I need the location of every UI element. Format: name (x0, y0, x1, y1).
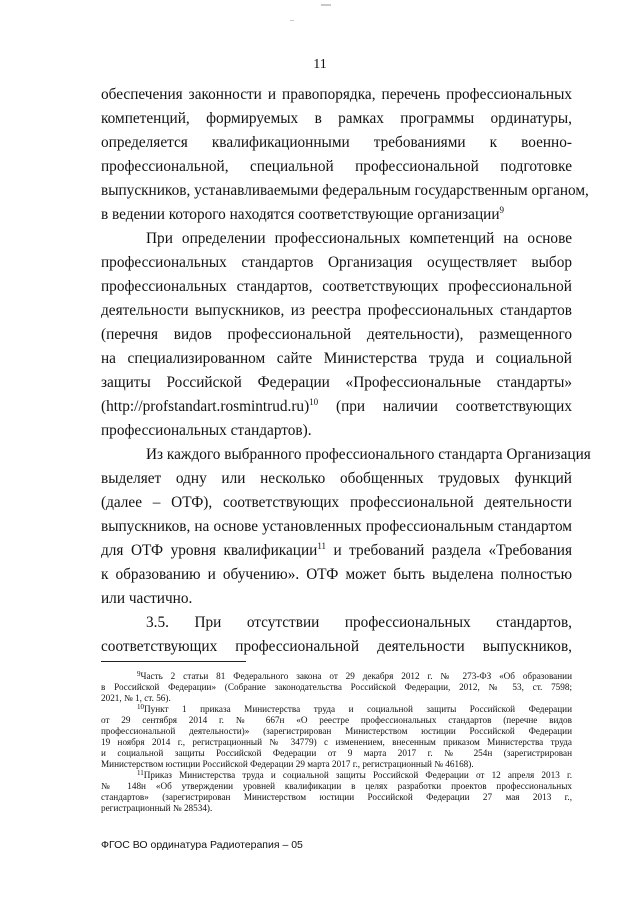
body-text-continued: (при наличии соответствующих (318, 398, 572, 415)
footnote-line (101, 781, 572, 792)
body-line (101, 419, 572, 443)
body-line (101, 539, 572, 563)
body-text: Из каждого выбранного профессионального стандарта Организация (146, 446, 591, 463)
body-text: выделяет одну или несколько обобщенных трудовых функций (101, 470, 572, 487)
footnote-text: в Российской Федерации» (Собрание законодательства Российской Федерации, 2012, № 53, ст. 7598; (101, 682, 572, 692)
scan-mark-upper (290, 20, 294, 21)
body-line (101, 299, 572, 323)
body-text: профессиональных стандартов). (101, 422, 312, 439)
body-text: компетенций, формируемых в рамках программы ординатуры, (101, 110, 572, 127)
footnote-marker: 9 (137, 670, 141, 678)
body-text: 3.5. При отсутствии профессиональных стандартов, (146, 614, 572, 631)
footnote-line (101, 693, 572, 704)
body-text: обеспечения законности и правопорядка, перечень профессиональных (101, 86, 572, 103)
body-line (101, 587, 572, 611)
body-text: (далее – ОТФ), соответствующих профессиональной деятельности (101, 494, 572, 511)
body-line (101, 203, 572, 227)
footnote-text: 19 ноября 2014 г., регистрационный № 34779) с изменением, внесенным приказом Министерства труда (101, 737, 572, 747)
body-text: выпускников, устанавливаемыми федеральным государственным органом, (101, 182, 589, 199)
body-text: профессиональных стандартов Организация осуществляет выбор (101, 254, 572, 271)
body-line (101, 443, 591, 467)
footnote-separator (101, 661, 246, 662)
footnote-line (101, 682, 572, 693)
body-text: защиты Российской Федерации «Профессиональные стандарты» (101, 374, 572, 391)
footnote-line (101, 726, 572, 737)
page-footer: ФГОС ВО ординатура Радиотерапия – 05 (101, 839, 303, 851)
footnote-text: 2021, № 1, ст. 56). (101, 693, 171, 703)
footnote-text: Часть 2 статьи 81 Федерального закона от 29 декабря 2012 г. № 273-ФЗ «Об образовании (140, 671, 572, 681)
body-text: выпускников, на основе установленных профессиональным стандартом (101, 518, 572, 535)
body-text: деятельности выпускников, из реестра профессиональных стандартов (101, 302, 572, 319)
body-line (101, 107, 572, 131)
body-text: При определении профессиональных компетенций на основе (146, 230, 572, 247)
body-line (101, 371, 572, 395)
body-text: определяется квалификационными требованиями к военно- (101, 134, 572, 151)
body-line (101, 323, 572, 347)
page-number: 11 (313, 57, 327, 72)
footnote-line (101, 737, 572, 748)
footnote-marker: 10 (137, 703, 144, 711)
body-line (101, 155, 572, 179)
footnote-line (101, 671, 572, 682)
footnote-text: регистрационный № 28534). (101, 803, 213, 813)
footnote-line (101, 792, 572, 803)
body-text: для ОТФ уровня квалификации (101, 542, 318, 559)
footnote-text: Пункт 1 приказа Министерства труда и социальной защиты Российской Федерации (144, 704, 572, 714)
body-text: (перечня видов профессиональной деятельности), размещенного (101, 326, 572, 343)
footnote-line (101, 803, 572, 814)
footnote-reference: 11 (317, 541, 326, 551)
body-line (101, 611, 572, 635)
footnote-line (101, 748, 572, 759)
body-line (101, 131, 572, 155)
footnote-text: профессиональной деятельности)» (зарегистрирован Министерством юстиции Российской Федерации (101, 726, 572, 736)
body-line (101, 395, 572, 419)
body-text: на специализированном сайте Министерства труда и социальной (101, 350, 572, 367)
footnote-line (101, 759, 572, 770)
body-line (101, 635, 572, 659)
body-text: к образованию и обучению». ОТФ может быть выделена полностью (101, 566, 572, 583)
scan-mark-top (321, 4, 331, 6)
body-line (101, 251, 572, 275)
body-text: или частично. (101, 590, 193, 607)
footnote-text: и социальной защиты Российской Федерации от 9 марта 2017 г. № 254н (зарегистрирован (101, 748, 572, 758)
footnote-line (101, 704, 572, 715)
footnote-reference: 10 (309, 397, 319, 407)
footnote-text: Министерством юстиции Российской Федерации 29 марта 2017 г., регистрационный № 46168). (101, 759, 474, 769)
body-text-continued: и требований раздела «Требования (326, 542, 572, 559)
body-line (101, 467, 572, 491)
footnote-text: стандартов» (зарегистрирован Министерством юстиции Российской Федерации 27 мая 2013 г., (101, 792, 572, 802)
body-line (101, 563, 572, 587)
body-text: (http://profstandart.rosmintrud.ru) (101, 398, 310, 415)
body-text: профессиональной, специальной профессиональной подготовке (101, 158, 572, 175)
body-line (101, 491, 572, 515)
body-line (101, 515, 572, 539)
body-line (101, 83, 572, 107)
footnote-text: Приказ Министерства труда и социальной защиты Российской Федерации от 12 апреля 2013 г. (143, 770, 572, 780)
body-line (101, 179, 589, 203)
footnote-line (101, 715, 572, 726)
footnote-reference: 9 (499, 205, 505, 215)
body-line (101, 227, 572, 251)
body-text: профессиональных стандартов, соответствующих профессиональной (101, 278, 572, 295)
body-text: соответствующих профессиональной деятельности выпускников, (101, 638, 572, 655)
footnote-marker: 11 (137, 769, 144, 777)
footnote-text: от 29 сентября 2014 г. № 667н «О реестре профессиональных стандартов (перечне видов (101, 715, 572, 725)
body-line (101, 275, 572, 299)
body-text: в ведении которого находятся соответствующие организации (101, 206, 500, 223)
footnote-text: № 148н «Об утверждении уровней квалификации в целях разработки проектов профессиональных (101, 781, 572, 791)
body-line (101, 347, 572, 371)
footnote-line (101, 770, 572, 781)
